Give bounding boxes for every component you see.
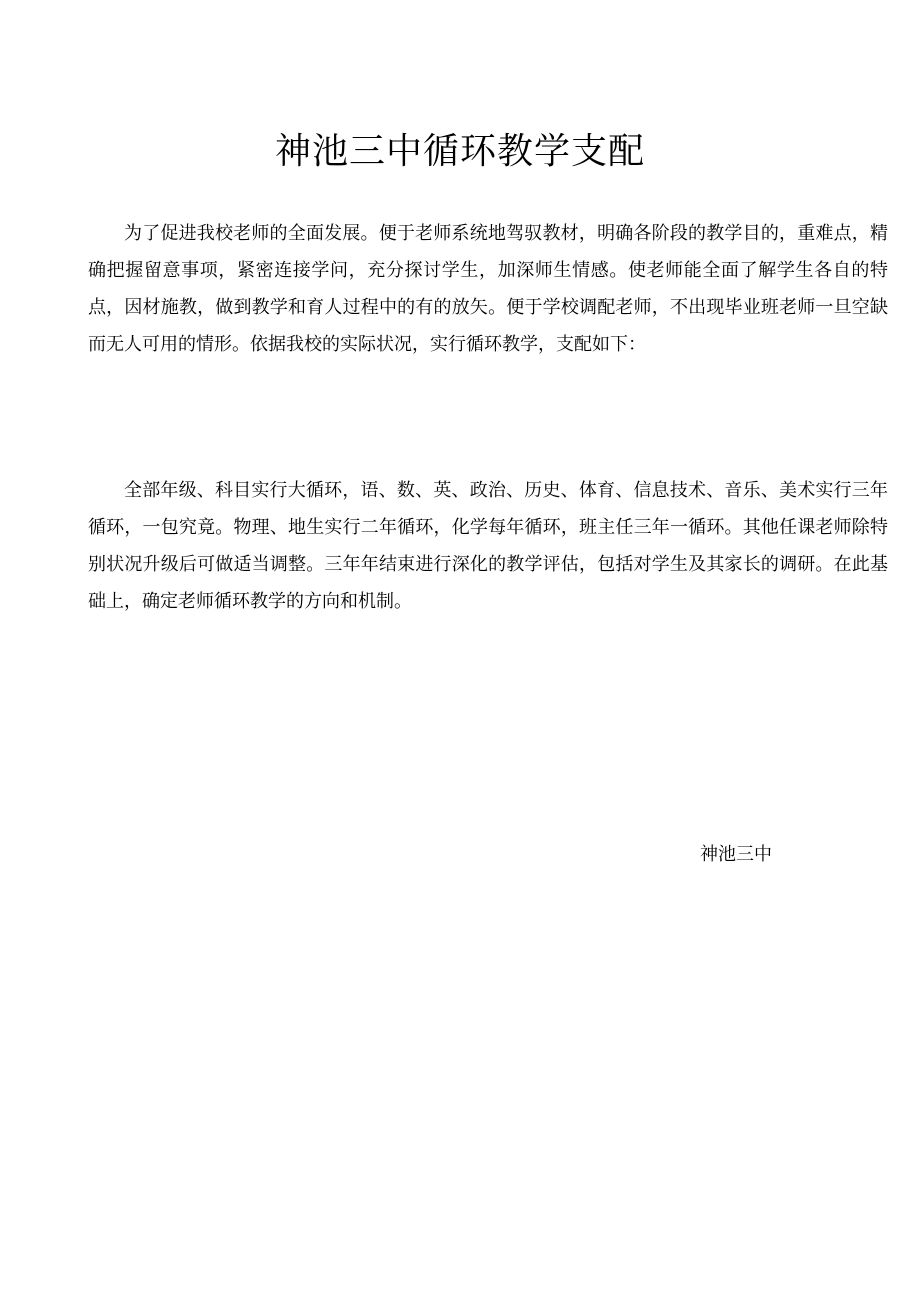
document-title: 神池三中循环教学支配 [274,131,645,172]
intro-paragraph: 为了促进我校老师的全面发展。便于老师系统地驾驭教材，明确各阶段的教学目的，重难点，精确把握留意事项，紧密连接学问，充分探讨学生，加深师生情感。使老师能全面了解学生各自的特点，因材施教，做到教学和育人过程中的有的放矢。便于学校调配老师，不出现毕业班老师一旦空缺而无人可用的情形。依据我校的实际状况，实行循环教学，支配如下： [88,223,888,355]
arrangement-paragraph: 全部年级、科目实行大循环，语、数、英、政治、历史、体育、信息技术、音乐、美术实行三年循环，一包究竟。物理、地生实行二年循环，化学每年循环，班主任三年一循环。其他任课老师除特别状况升级后可做适当调整。三年年结束进行深化的教学评估，包括对学生及其家长的调研。在此基础上，确定老师循环教学的方向和机制。 [88,480,888,612]
signature: 神池三中 [700,844,772,865]
